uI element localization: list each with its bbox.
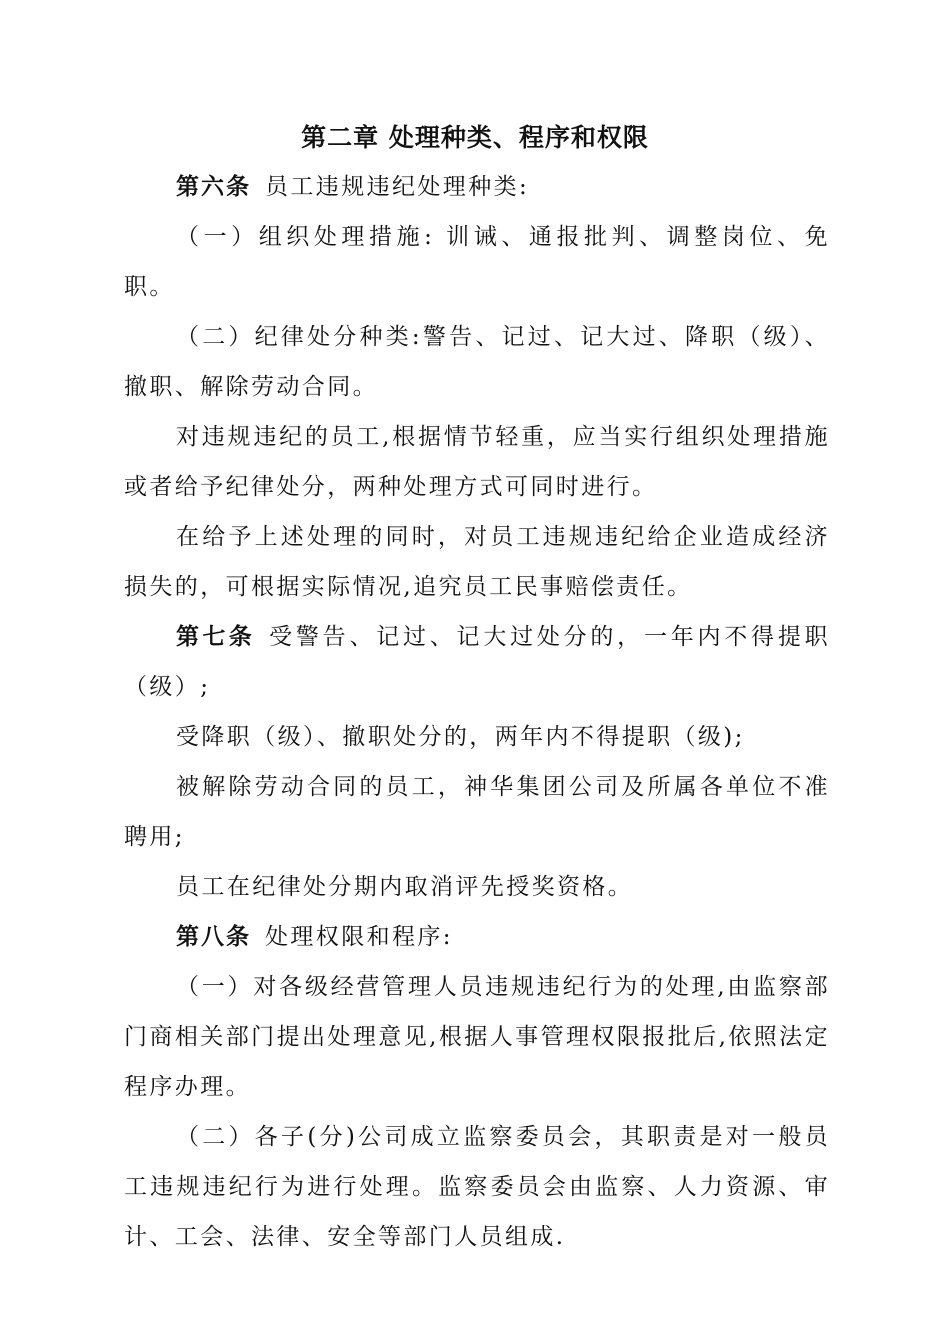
paragraph: [124, 762, 830, 862]
article-label: 第六条: [176, 173, 251, 200]
paragraph: [124, 412, 830, 512]
paragraph: [124, 862, 830, 912]
chapter-title: 第二章 处理种类、程序和权限: [301, 123, 649, 152]
paragraph-text: 受降职（级）、撤职处分的，两年内不得提职（级);: [176, 724, 745, 750]
paragraph-text: 处理权限和程序:: [265, 924, 453, 950]
paragraph-text: 被解除劳动合同的员工，神华集团公司及所属各单位不准聘用;: [124, 774, 830, 850]
paragraph-text: 员工在纪律处分期内取消评先授奖资格。: [176, 874, 634, 900]
paragraph-text: 在给予上述处理的同时，对员工违规违纪给企业造成经济损失的，可根据实际情况,追究员工民事赔偿责任。: [124, 524, 830, 600]
paragraph: [124, 962, 830, 1112]
paragraph-text: （二）纪律处分种类:警告、记过、记大过、降职（级）、撤职、解除劳动合同。: [124, 324, 830, 400]
paragraph: [124, 512, 830, 612]
paragraph-text: 受警告、记过、记大过处分的，一年内不得提职（级）;: [124, 624, 830, 700]
paragraph: [124, 312, 830, 412]
paragraph-article-6: [124, 162, 830, 212]
paragraph-article-7: [124, 612, 830, 712]
document-body: [124, 162, 830, 1262]
paragraph-text: （一）组织处理措施: 训诫、通报批判、调整岗位、免职。: [124, 224, 830, 300]
paragraph-text: 员工违规违纪处理种类:: [265, 174, 530, 200]
article-label: 第七条: [176, 623, 256, 650]
paragraph: [124, 1112, 830, 1262]
paragraph: [124, 212, 830, 312]
article-label: 第八条: [176, 923, 251, 950]
paragraph-text: （二）各子(分)公司成立监察委员会，其职责是对一般员工违规违纪行为进行处理。监察委员会由监察、人力资源、审计、工会、法律、安全等部门人员组成.: [124, 1124, 830, 1250]
paragraph: [124, 712, 830, 762]
paragraph-text: 对违规违纪的员工,根据情节轻重，应当实行组织处理措施或者给予纪律处分，两种处理方式可同时进行。: [124, 424, 830, 500]
paragraph-text: （一）对各级经营管理人员违规违纪行为的处理,由监察部门商相关部门提出处理意见,根据人事管理权限报批后,依照法定程序办理。: [124, 974, 830, 1100]
paragraph-article-8: [124, 912, 830, 962]
